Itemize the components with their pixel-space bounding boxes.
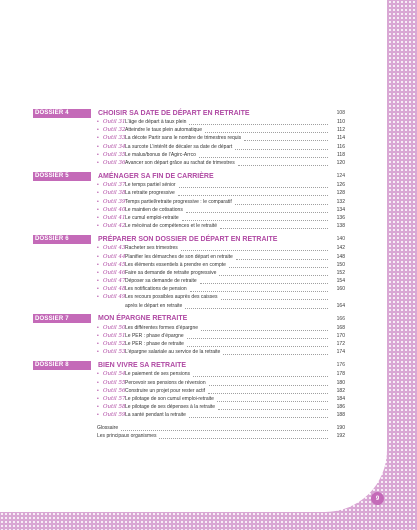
toc-entry — [0, 269, 387, 277]
section-header — [0, 314, 387, 324]
dotted-leader — [221, 294, 328, 300]
dotted-leader — [187, 333, 328, 339]
dotted-leader — [189, 412, 328, 418]
tool-number: Outil 48 — [103, 286, 126, 293]
extra-page-number: 190 — [336, 424, 345, 431]
bullet-icon: • — [97, 198, 99, 205]
bullet-icon: • — [97, 294, 99, 301]
section-header — [0, 171, 387, 181]
tool-number: Outil 34 — [103, 143, 126, 150]
toc-entry — [0, 118, 387, 126]
toc-extra-entry — [0, 423, 387, 432]
toc-entry — [0, 198, 387, 206]
entry-page-number: 150 — [336, 261, 345, 268]
entry-title: La retraite progressive — [125, 190, 175, 197]
tool-number: Outil 46 — [103, 269, 126, 276]
tool-number: Outil 35 — [103, 151, 126, 158]
entry-title: Le mécénat de compétences et le retraité — [125, 223, 217, 230]
entry-title: Percevoir ses pensions de réversion — [125, 379, 206, 386]
tool-number: Outil 49 — [103, 294, 126, 301]
bullet-icon: • — [97, 395, 99, 402]
dotted-leader — [217, 396, 328, 402]
toc-entry — [0, 244, 387, 252]
entry-page-number: 188 — [336, 412, 345, 419]
bullet-icon: • — [97, 190, 99, 197]
tool-number: Outil 50 — [103, 324, 126, 331]
toc-entry — [0, 403, 387, 411]
entry-page-number: 174 — [336, 349, 345, 356]
dotted-leader — [182, 215, 328, 221]
entry-page-number: 112 — [337, 127, 345, 134]
dossier-label: DOSSIER 6 — [33, 235, 91, 244]
toc-entry — [0, 151, 387, 159]
bullet-icon: • — [97, 119, 99, 126]
tool-number: Outil 41 — [103, 214, 126, 221]
toc-entry — [0, 214, 387, 222]
entry-title: Planifier les démarches de son départ en retraite — [125, 253, 233, 260]
bullet-icon: • — [97, 278, 99, 285]
entry-page-number: 116 — [337, 143, 345, 150]
dotted-leader — [193, 371, 328, 377]
section-page-number: 140 — [336, 236, 345, 243]
entry-page-number: 114 — [337, 135, 345, 142]
entry-title: Construire un projet pour rester actif — [125, 387, 206, 394]
dotted-leader — [229, 262, 328, 268]
section-header — [0, 234, 387, 244]
dotted-leader — [238, 160, 328, 166]
entry-title-continued: après le départ en retraite — [125, 302, 183, 309]
entry-title: Le PER : phase de retraite — [125, 341, 184, 348]
dotted-leader — [244, 135, 328, 141]
dotted-leader — [209, 380, 328, 386]
entry-title: Le temps partiel sénior — [125, 182, 176, 189]
entry-page-number: 134 — [336, 206, 345, 213]
section-page-number: 124 — [336, 173, 345, 180]
tool-number: Outil 58 — [103, 404, 126, 411]
bullet-icon: • — [97, 349, 99, 356]
dotted-leader — [159, 433, 328, 439]
toc-section — [0, 360, 387, 419]
entry-title: Le PER : phase d’épargne — [125, 332, 184, 339]
extra-page-number: 192 — [336, 433, 345, 440]
section-header — [0, 360, 387, 370]
dotted-leader — [218, 404, 328, 410]
entry-page-number: 168 — [336, 324, 345, 331]
bullet-icon: • — [97, 143, 99, 150]
section-page-number: 108 — [336, 110, 345, 116]
bullet-icon: • — [97, 127, 99, 134]
toc-entry — [0, 181, 387, 189]
entry-title: Les éléments essentiels à prendre en compte — [125, 261, 226, 268]
toc-entry — [0, 143, 387, 151]
entry-title: Avancer son départ grâce au rachat de trimestres — [125, 160, 235, 167]
entry-page-number: 186 — [336, 404, 345, 411]
entry-page-number: 148 — [336, 253, 345, 260]
bullet-icon: • — [97, 223, 99, 230]
page-number-badge: 9 — [371, 492, 384, 505]
entry-title: Déposer sa demande de retraite — [125, 278, 197, 285]
dossier-label: DOSSIER 4 — [33, 109, 91, 118]
toc-entry — [0, 379, 387, 387]
extra-title: Les principaux organismes — [97, 433, 157, 440]
entry-page-number: 172 — [336, 341, 345, 348]
table-of-contents — [0, 108, 387, 440]
tool-number: Outil 40 — [103, 206, 126, 213]
tool-number: Outil 47 — [103, 278, 126, 285]
toc-entry — [0, 261, 387, 269]
toc-entry — [0, 159, 387, 167]
entry-title: Temps partiel/retraite progressive : le comparatif — [125, 198, 232, 205]
section-title: AMÉNAGER SA FIN DE CARRIÈRE — [98, 172, 214, 180]
entry-page-number: 184 — [336, 395, 345, 402]
entry-page-number: 164 — [336, 302, 345, 309]
entry-title: Les recours possibles auprès des caisses — [125, 294, 218, 301]
entry-title: L’âge de départ à taux plein — [125, 119, 187, 126]
bullet-icon: • — [97, 253, 99, 260]
bullet-icon: • — [97, 332, 99, 339]
toc-section — [0, 314, 387, 357]
entry-title: Faire sa demande de retraite progressive — [125, 269, 217, 276]
toc-entry — [0, 285, 387, 293]
toc-entry — [0, 387, 387, 395]
tool-number: Outil 56 — [103, 387, 126, 394]
toc-section — [0, 108, 387, 167]
section-title: PRÉPARER SON DOSSIER DE DÉPART EN RETRAITE — [98, 235, 278, 243]
dotted-leader — [235, 199, 328, 205]
bullet-icon: • — [97, 404, 99, 411]
bullet-icon: • — [97, 387, 99, 394]
dossier-label: DOSSIER 5 — [33, 172, 91, 181]
tool-number: Outil 32 — [103, 127, 126, 134]
entry-title: Le maintien de cotisations — [125, 206, 183, 213]
dotted-leader — [179, 182, 328, 188]
toc-section — [0, 234, 387, 309]
dotted-leader — [186, 207, 328, 213]
entry-page-number: 132 — [336, 198, 345, 205]
tool-number: Outil 55 — [103, 379, 126, 386]
entry-title: L’épargne salariale au service de la retraite — [125, 349, 221, 356]
entry-page-number: 178 — [336, 371, 345, 378]
dotted-leader — [181, 245, 328, 251]
bullet-icon: • — [97, 214, 99, 221]
entry-title: Le pilotage de ses dépenses à la retraite — [125, 404, 216, 411]
dotted-leader — [121, 425, 328, 431]
entry-title: Le malus/bonus de l’Agirc-Arrco — [125, 151, 196, 158]
tool-number: Outil 42 — [103, 223, 126, 230]
bullet-icon: • — [97, 151, 99, 158]
tool-number: Outil 45 — [103, 261, 126, 268]
toc-entry — [0, 134, 387, 142]
entry-title: Racheter ses trimestres — [125, 245, 178, 252]
bullet-icon: • — [97, 379, 99, 386]
toc-entry — [0, 277, 387, 285]
tool-number: Outil 43 — [103, 245, 126, 252]
dotted-leader — [220, 223, 328, 229]
dotted-leader — [199, 152, 328, 158]
toc-entry — [0, 395, 387, 403]
dossier-label: DOSSIER 8 — [33, 361, 91, 370]
entry-title: Le pilotage de son cumul emploi-retraite — [125, 395, 214, 402]
dotted-leader — [178, 190, 328, 196]
tool-number: Outil 36 — [103, 160, 126, 167]
entry-page-number: 118 — [337, 151, 345, 158]
toc-entry — [0, 252, 387, 260]
tool-number: Outil 53 — [103, 349, 126, 356]
dotted-leader — [189, 119, 328, 125]
toc-entry — [0, 370, 387, 378]
toc-section — [0, 171, 387, 230]
entry-title: La surcote L’intérêt de décaler sa date de départ — [125, 143, 233, 150]
entry-page-number: 120 — [336, 160, 345, 167]
tool-number: Outil 33 — [103, 135, 126, 142]
dotted-leader — [235, 144, 328, 150]
dotted-leader — [185, 303, 328, 309]
entry-page-number: 110 — [337, 119, 345, 126]
dotted-leader — [190, 286, 328, 292]
tool-number: Outil 59 — [103, 412, 126, 419]
bullet-icon: • — [97, 324, 99, 331]
toc-entry — [0, 189, 387, 197]
toc-entry — [0, 126, 387, 134]
entry-page-number: 126 — [336, 182, 345, 189]
toc-extra-entry — [0, 432, 387, 441]
tool-number: Outil 51 — [103, 332, 126, 339]
toc-entry — [0, 324, 387, 332]
section-title: BIEN VIVRE SA RETRAITE — [98, 361, 187, 369]
toc-entry — [0, 293, 387, 301]
bullet-icon: • — [97, 412, 99, 419]
entry-page-number: 138 — [336, 223, 345, 230]
entry-title: Le paiement de ses pensions — [125, 371, 191, 378]
section-page-number: 176 — [336, 362, 345, 369]
tool-number: Outil 52 — [103, 341, 126, 348]
dotted-leader — [200, 278, 328, 284]
section-header — [0, 108, 387, 118]
toc-entry — [0, 332, 387, 340]
toc-entry-continued — [0, 302, 387, 310]
toc-entry — [0, 222, 387, 230]
entry-title: La décote Partir sans le nombre de trimestres requis — [125, 135, 242, 142]
bullet-icon: • — [97, 206, 99, 213]
entry-page-number: 154 — [336, 278, 345, 285]
entry-page-number: 128 — [336, 190, 345, 197]
dotted-leader — [201, 325, 328, 331]
dotted-leader — [208, 388, 328, 394]
dotted-leader — [236, 254, 328, 260]
tool-number: Outil 57 — [103, 395, 126, 402]
entry-title: Atteindre le taux plein automatique — [125, 127, 202, 134]
entry-page-number: 180 — [336, 379, 345, 386]
tool-number: Outil 39 — [103, 198, 126, 205]
entry-title: Les notifications de pension — [125, 286, 187, 293]
tool-number: Outil 38 — [103, 190, 126, 197]
tool-number: Outil 54 — [103, 371, 126, 378]
dotted-leader — [187, 341, 328, 347]
entry-page-number: 160 — [336, 286, 345, 293]
dotted-leader — [205, 127, 328, 133]
section-title: MON ÉPARGNE RETRAITE — [98, 315, 188, 323]
toc-entry — [0, 411, 387, 419]
tool-number: Outil 44 — [103, 253, 126, 260]
entry-page-number: 170 — [336, 332, 345, 339]
tool-number: Outil 37 — [103, 182, 126, 189]
section-page-number: 166 — [336, 315, 345, 322]
bullet-icon: • — [97, 160, 99, 167]
bullet-icon: • — [97, 341, 99, 348]
entry-page-number: 142 — [336, 245, 345, 252]
dotted-leader — [219, 270, 328, 276]
bullet-icon: • — [97, 135, 99, 142]
toc-entry — [0, 206, 387, 214]
bullet-icon: • — [97, 261, 99, 268]
toc-entry — [0, 340, 387, 348]
bullet-icon: • — [97, 245, 99, 252]
section-title: CHOISIR SA DATE DE DÉPART EN RETRAITE — [98, 109, 250, 117]
dotted-leader — [223, 349, 328, 355]
bullet-icon: • — [97, 182, 99, 189]
bullet-icon: • — [97, 269, 99, 276]
extra-title: Glossaire — [97, 424, 119, 431]
bullet-icon: • — [97, 286, 99, 293]
entry-page-number: 152 — [336, 269, 345, 276]
entry-title: Les différentes formes d’épargne — [125, 324, 199, 331]
entry-page-number: 136 — [336, 214, 345, 221]
bullet-icon: • — [97, 371, 99, 378]
toc-entry — [0, 348, 387, 356]
entry-page-number: 182 — [336, 387, 345, 394]
entry-title: La santé pendant la retraite — [125, 412, 186, 419]
tool-number: Outil 31 — [103, 119, 126, 126]
dossier-label: DOSSIER 7 — [33, 314, 91, 323]
entry-title: Le cumul emploi-retraite — [125, 214, 179, 221]
